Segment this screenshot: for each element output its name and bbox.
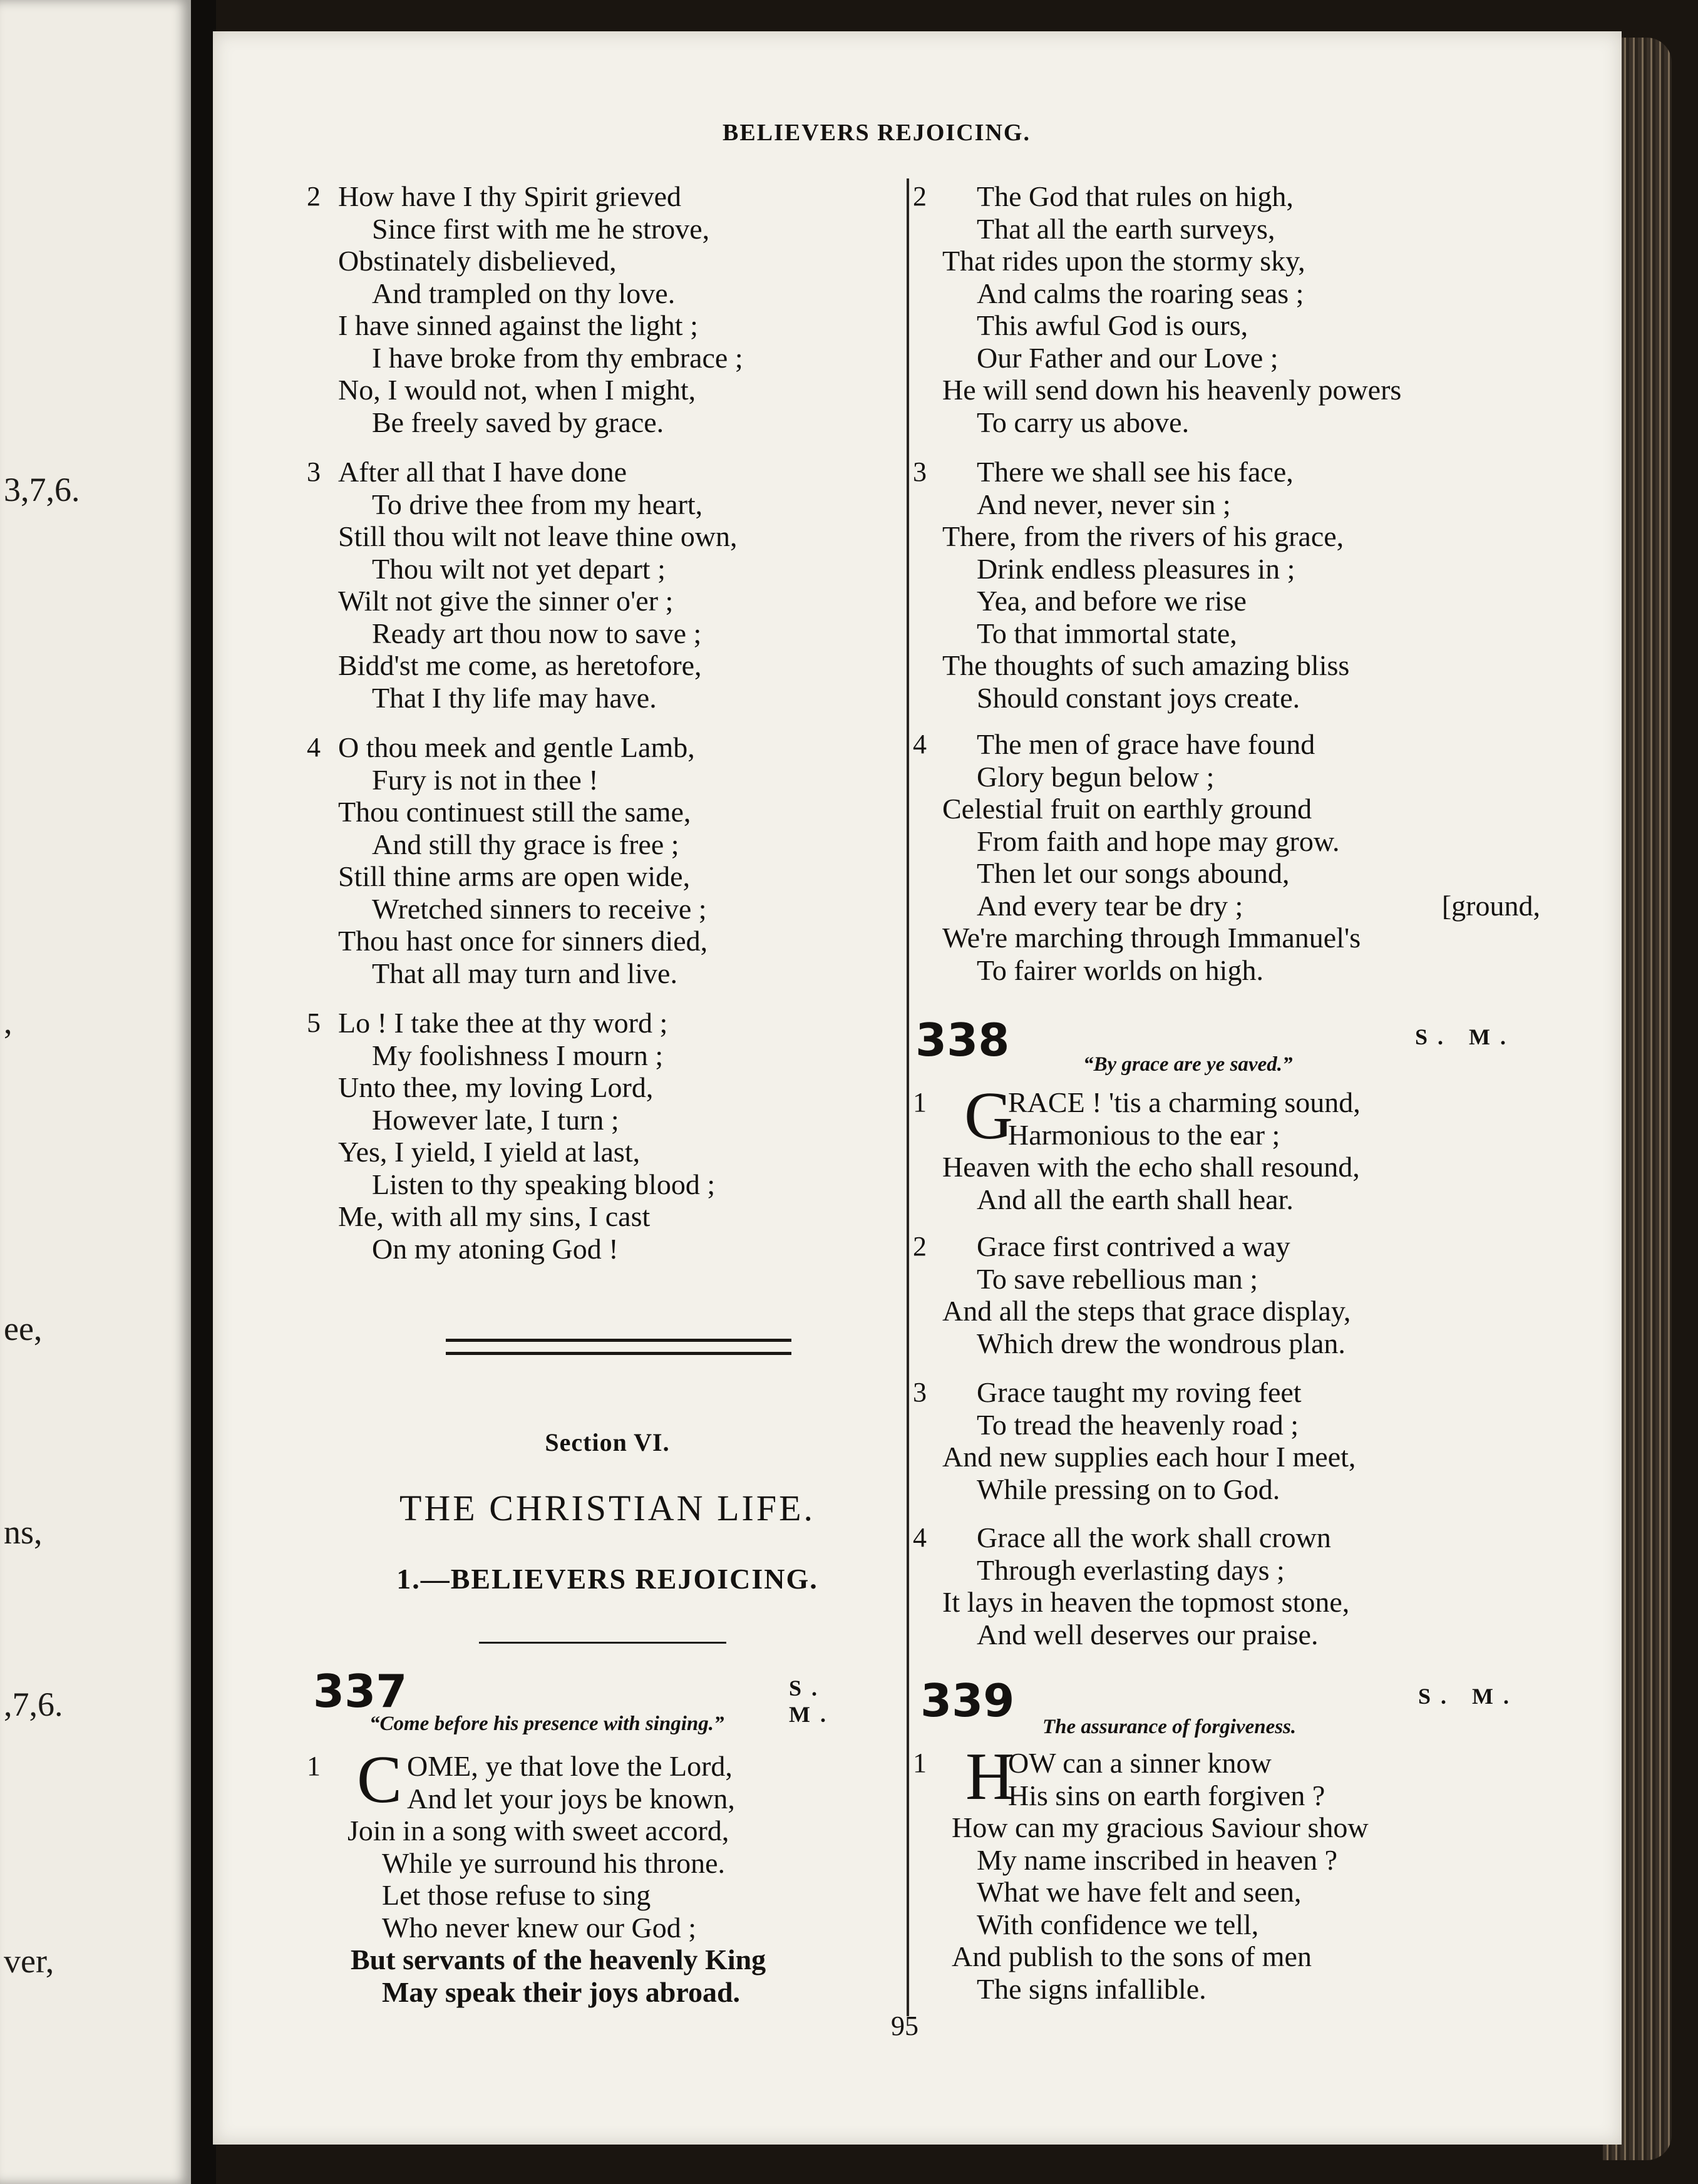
stanza-number: 2	[307, 181, 321, 212]
verse-line: My name inscribed in heaven ?	[977, 1843, 1338, 1876]
verse-line	[908, 890, 1546, 922]
verse-line: Thou wilt not yet depart ;	[372, 552, 666, 585]
hymn-epigraph: The assurance of forgiveness.	[1042, 1716, 1297, 1738]
verse-line: And never, never sin ;	[977, 488, 1231, 520]
stanza	[294, 731, 883, 989]
verse-line: While ye surround his throne.	[382, 1847, 726, 1879]
verse-line: However late, I turn ;	[372, 1103, 619, 1136]
verse-line: We're marching through Immanuel's	[942, 922, 1361, 954]
stanza	[908, 728, 1546, 986]
drop-cap: G	[964, 1079, 1013, 1153]
stanza	[908, 1079, 1546, 1215]
verse-line: Wretched sinners to receive ;	[372, 892, 707, 925]
verse-line: Harmonious to the ear ;	[1008, 1118, 1280, 1151]
hymn-meter: S. M.	[1415, 1024, 1516, 1049]
facing-page-fragment: ee,	[4, 1310, 43, 1347]
verse-line: After all that I have done	[338, 456, 627, 488]
stanza-number: 3	[307, 456, 321, 487]
verse-line: Listen to thy speaking blood ;	[372, 1168, 716, 1200]
verse-line: And let your joys be known,	[407, 1782, 735, 1815]
verse-line: The thoughts of such amazing bliss	[942, 649, 1350, 681]
verse-line: On my atoning God !	[372, 1232, 619, 1265]
subsection-rule	[479, 1642, 726, 1644]
verse-line: That all the earth surveys,	[977, 212, 1275, 245]
verse-line: And well deserves our praise.	[977, 1618, 1319, 1651]
hymn-number: 338	[915, 1014, 1010, 1066]
verse-line: And still thy grace is free ;	[372, 828, 679, 860]
stanza-number: 1	[913, 1087, 927, 1118]
stanza	[908, 1522, 1546, 1651]
facing-page-fragment: 3,7,6.	[4, 471, 80, 508]
stanza-number: 1	[307, 1751, 321, 1781]
stanza	[294, 1743, 883, 2008]
stanza	[908, 1376, 1546, 1505]
hymn-epigraph: “By grace are ye saved.”	[1083, 1053, 1293, 1076]
verse-line: Then let our songs abound,	[977, 857, 1290, 889]
stanza-number: 2	[913, 1231, 927, 1262]
verse-line: Unto thee, my loving Lord,	[338, 1071, 654, 1103]
book-gutter	[191, 0, 216, 2184]
verse-line: And all the steps that grace display,	[942, 1295, 1351, 1327]
verse-line: Celestial fruit on earthly ground	[942, 793, 1312, 825]
verse-line: Which drew the wondrous plan.	[977, 1327, 1346, 1359]
verse-line: Obstinately disbelieved,	[338, 245, 617, 277]
verse-line: Let those refuse to sing	[382, 1879, 651, 1911]
verse-line: Grace taught my roving feet	[977, 1376, 1302, 1408]
verse-line: He will send down his heavenly powers	[942, 374, 1402, 406]
stanza-number: 1	[913, 1748, 927, 1778]
verse-line: While pressing on to God.	[977, 1473, 1280, 1505]
verse-line: Grace first contrived a way	[977, 1230, 1290, 1262]
stanza-number: 4	[913, 1522, 927, 1553]
verse-line: And all the earth shall hear.	[977, 1183, 1294, 1215]
stanza	[908, 1230, 1546, 1359]
stanza	[908, 456, 1546, 714]
hymn-number: 339	[920, 1674, 1015, 1727]
verse-line: O thou meek and gentle Lamb,	[338, 731, 695, 763]
verse-line: Thou continuest still the same,	[338, 796, 691, 828]
stanza-number: 4	[307, 732, 321, 763]
verse-line: Glory begun below ;	[977, 760, 1215, 793]
facing-page-edge	[0, 0, 191, 2184]
verse-line: Fury is not in thee !	[372, 763, 599, 796]
hymn-number: 337	[313, 1665, 408, 1718]
verse-line: There we shall see his face,	[977, 456, 1294, 488]
facing-page-fragment: ver,	[4, 1942, 54, 1980]
verse-line: His sins on earth forgiven ?	[1008, 1779, 1325, 1811]
verse-line: Me, with all my sins, I cast	[338, 1200, 651, 1232]
facing-page-fragment: ns,	[4, 1513, 43, 1551]
verse-line: Yes, I yield, I yield at last,	[338, 1136, 641, 1168]
verse-line: No, I would not, when I might,	[338, 374, 696, 406]
verse-line: Bidd'st me come, as heretofore,	[338, 649, 702, 681]
stanza-number: 2	[913, 181, 927, 212]
running-head: BELIEVERS REJOICING.	[723, 120, 1031, 146]
verse-line: Who never knew our God ;	[382, 1911, 697, 1944]
stanza	[908, 180, 1546, 438]
hymn-epigraph: “Come before his presence with singing.”	[369, 1713, 724, 1735]
verse-line: My foolishness I mourn ;	[372, 1039, 664, 1071]
verse-line: That rides upon the stormy sky,	[942, 245, 1305, 277]
verse-line: This awful God is ours,	[977, 309, 1248, 341]
verse-line: The signs infallible.	[977, 1972, 1207, 2005]
verse-line: To drive thee from my heart,	[372, 488, 703, 520]
verse-line: To that immortal state,	[977, 617, 1237, 649]
turnover-word: [ground,	[1441, 889, 1540, 922]
section-double-rule	[446, 1339, 791, 1355]
verse-line: What we have felt and seen,	[977, 1876, 1302, 1908]
first-line-text: RACE ! 'tis a charming sound,	[1008, 1086, 1361, 1118]
drop-cap: H	[965, 1739, 1014, 1814]
verse-line: How can my gracious Saviour show	[952, 1811, 1369, 1843]
subsection-title: 1.—BELIEVERS REJOICING.	[396, 1563, 818, 1595]
verse-line-text: And every tear be dry ;	[977, 889, 1243, 922]
verse-line: Wilt not give the sinner o'er ;	[338, 585, 674, 617]
verse-line: To tread the heavenly road ;	[977, 1408, 1299, 1441]
verse-line: Heaven with the echo shall resound,	[942, 1151, 1360, 1183]
first-line-text: OME, ye that love the Lord,	[407, 1750, 733, 1782]
verse-line: Grace all the work shall crown	[977, 1522, 1331, 1553]
verse-line: Since first with me he strove,	[372, 212, 710, 245]
verse-line: To carry us above.	[977, 406, 1190, 438]
verse-line: Still thine arms are open wide,	[338, 860, 691, 892]
verse-line: Join in a song with sweet accord,	[347, 1815, 729, 1847]
verse-line: Through everlasting days ;	[977, 1553, 1285, 1586]
stanza	[294, 180, 883, 438]
stanza	[294, 1007, 883, 1265]
verse-line: And trampled on thy love.	[372, 277, 676, 309]
verse-line: And publish to the sons of men	[952, 1940, 1312, 1972]
verse-line: From faith and hope may grow.	[977, 825, 1340, 857]
verse-line: And new supplies each hour I meet,	[942, 1441, 1356, 1473]
verse-line: It lays in heaven the topmost stone,	[942, 1586, 1350, 1618]
verse-line: May speak their joys abroad.	[382, 1975, 741, 2008]
verse-line: But servants of the heavenly King	[351, 1944, 766, 1975]
stanza-number: 3	[913, 456, 927, 487]
verse-line: Drink endless pleasures in ;	[977, 552, 1295, 585]
section-label: Section VI.	[545, 1428, 670, 1456]
stanza-number: 5	[307, 1007, 321, 1038]
verse-line: With confidence we tell,	[977, 1908, 1259, 1940]
hymn-meter: S. M.	[789, 1676, 836, 1727]
verse-line: Yea, and before we rise	[977, 585, 1247, 617]
verse-line: Thou hast once for sinners died,	[338, 925, 708, 957]
first-line-text: OW can a sinner know	[1008, 1747, 1272, 1779]
verse-line: The men of grace have found	[977, 728, 1315, 760]
hymn-meter: S. M.	[1418, 1684, 1519, 1709]
verse-line: That I thy life may have.	[372, 681, 657, 714]
verse-line: That all may turn and live.	[372, 957, 677, 989]
verse-line: Should constant joys create.	[977, 681, 1300, 714]
verse-line: To fairer worlds on high.	[977, 954, 1263, 986]
verse-line: To save rebellious man ;	[977, 1262, 1258, 1295]
verse-line: Our Father and our Love ;	[977, 341, 1279, 374]
verse-line: I have broke from thy embrace ;	[372, 341, 743, 374]
stanza	[294, 456, 883, 714]
verse-line: How have I thy Spirit grieved	[338, 180, 682, 212]
stanza	[908, 1739, 1546, 2005]
facing-page-fragment: ,	[4, 1003, 13, 1041]
section-title: THE CHRISTIAN LIFE.	[399, 1488, 815, 1528]
stanza-number: 4	[913, 729, 927, 760]
verse-line: I have sinned against the light ;	[338, 309, 698, 341]
drop-cap: C	[357, 1743, 403, 1817]
stanza-number: 3	[913, 1377, 927, 1408]
verse-line: Still thou wilt not leave thine own,	[338, 520, 738, 552]
facing-page-fragment: ,7,6.	[4, 1686, 63, 1723]
verse-line: The God that rules on high,	[977, 180, 1294, 212]
verse-line: Ready art thou now to save ;	[372, 617, 702, 649]
page-number: 95	[891, 2011, 918, 2041]
verse-line: Lo ! I take thee at thy word ;	[338, 1007, 668, 1039]
verse-line: There, from the rivers of his grace,	[942, 520, 1344, 552]
verse-line: And calms the roaring seas ;	[977, 277, 1304, 309]
verse-line: Be freely saved by grace.	[372, 406, 664, 438]
